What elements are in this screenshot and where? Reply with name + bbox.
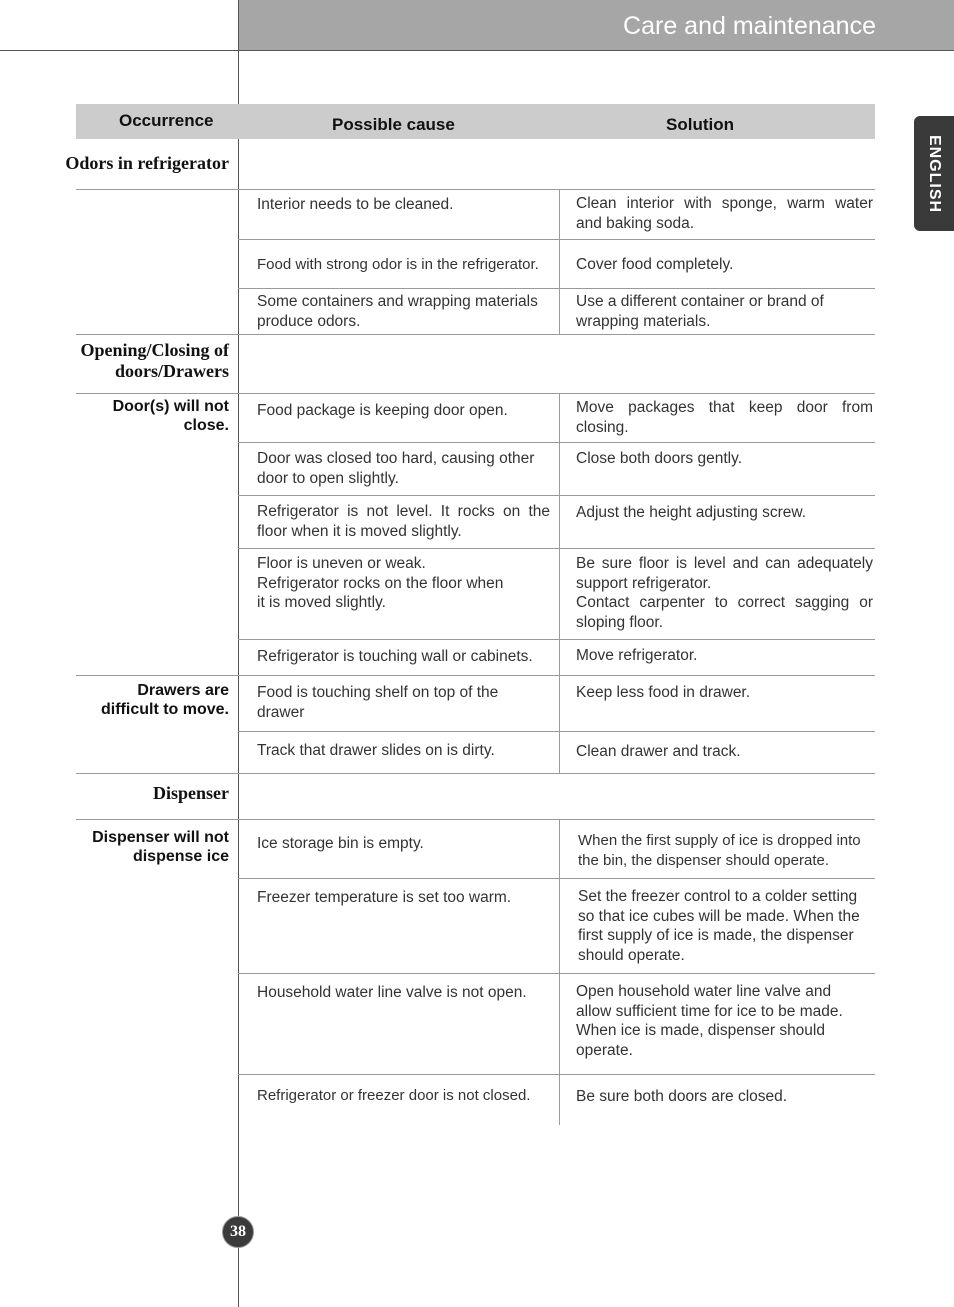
row-divider — [238, 239, 875, 240]
language-tab — [914, 116, 954, 231]
occurrence-drawers-difficult: Drawers are difficult to move. — [101, 682, 229, 718]
section-title-odors: Odors in refrigerator — [65, 153, 229, 173]
row-divider — [238, 1074, 875, 1075]
column-header-occurrence: Occurrence — [119, 111, 214, 130]
cause-cell: Refrigerator is not level. It rocks on the floor when it is moved slightly. — [257, 503, 550, 540]
row-divider — [238, 878, 875, 879]
cause-cell: Floor is uneven or weak. Refrigerator rocks on the floor when it is moved slightly. — [257, 555, 504, 611]
row-divider — [238, 288, 875, 289]
solution-cell: Clean drawer and track. — [576, 743, 741, 760]
solution-cell: Keep less food in drawer. — [576, 684, 751, 701]
cause-cell: Refrigerator or freezer door is not closed. — [257, 1087, 531, 1104]
cause-cell: Ice storage bin is empty. — [257, 835, 424, 852]
solution-cell: Adjust the height adjusting screw. — [576, 504, 807, 521]
cause-cell: Some containers and wrapping materials produce odors. — [257, 293, 538, 330]
cause-cell: Food package is keeping door open. — [257, 402, 508, 419]
solution-cell: When the first supply of ice is dropped into the bin, the dispenser should operate. — [578, 832, 861, 869]
page-number: 38 — [222, 1216, 254, 1248]
row-divider — [76, 675, 875, 676]
page-title: Care and maintenance — [623, 12, 876, 40]
row-divider — [76, 819, 875, 820]
solution-cell: Clean interior with sponge, warm water and baking soda. — [576, 195, 873, 232]
cause-cell: Household water line valve is not open. — [257, 984, 527, 1001]
solution-cell: Open household water line valve and allow sufficient time for ice to be made. When ice is made, dispenser should operate. — [576, 983, 843, 1059]
cause-cell: Door was closed too hard, causing other door to open slightly. — [257, 450, 535, 487]
cause-cell: Track that drawer slides on is dirty. — [257, 742, 495, 759]
row-divider — [238, 442, 875, 443]
row-divider — [238, 731, 875, 732]
row-divider — [76, 334, 875, 335]
row-divider — [76, 773, 875, 774]
solution-cell: Cover food completely. — [576, 256, 734, 273]
header-rule — [0, 50, 954, 51]
cause-cell: Refrigerator is touching wall or cabinets. — [257, 648, 533, 665]
column-header-cause: Possible cause — [332, 115, 455, 134]
row-divider — [238, 189, 875, 190]
row-divider — [238, 973, 875, 974]
row-divider — [238, 639, 875, 640]
language-label: ENGLISH — [926, 134, 943, 213]
solution-cell: Close both doors gently. — [576, 450, 743, 467]
row-divider — [76, 393, 875, 394]
solution-cell: Move packages that keep door from closing. — [576, 399, 873, 436]
solution-cell: Be sure both doors are closed. — [576, 1088, 788, 1105]
occurrence-door-not-close: Door(s) will not close. — [112, 398, 229, 434]
row-divider — [76, 189, 238, 190]
occurrence-dispenser-no-ice: Dispenser will not dispense ice — [92, 829, 229, 865]
solution-cell: Move refrigerator. — [576, 647, 698, 664]
section-title-dispenser: Dispenser — [153, 783, 229, 803]
row-divider — [238, 495, 875, 496]
solution-cell: Use a different container or brand of wrapping materials. — [576, 293, 824, 330]
row-divider — [238, 548, 875, 549]
column-divider — [559, 189, 560, 334]
cause-cell: Freezer temperature is set too warm. — [257, 889, 512, 906]
cause-cell: Food with strong odor is in the refrigerator. — [257, 256, 539, 273]
section-title-doors-drawers: Opening/Closing of doors/Drawers — [80, 340, 229, 381]
column-divider — [559, 393, 560, 773]
column-divider — [559, 819, 560, 1125]
solution-cell: Be sure floor is level and can adequately support refrigerator. Contact carpenter to correct sagging or sloping floor. — [576, 555, 873, 631]
column-header-solution: Solution — [666, 115, 734, 134]
margin-rule — [238, 0, 239, 1307]
solution-cell: Set the freezer control to a colder setting so that ice cubes will be made. When the first supply of ice is made, the dispenser should operate. — [578, 888, 860, 964]
cause-cell: Interior needs to be cleaned. — [257, 196, 454, 213]
cause-cell: Food is touching shelf on top of the drawer — [257, 684, 499, 721]
